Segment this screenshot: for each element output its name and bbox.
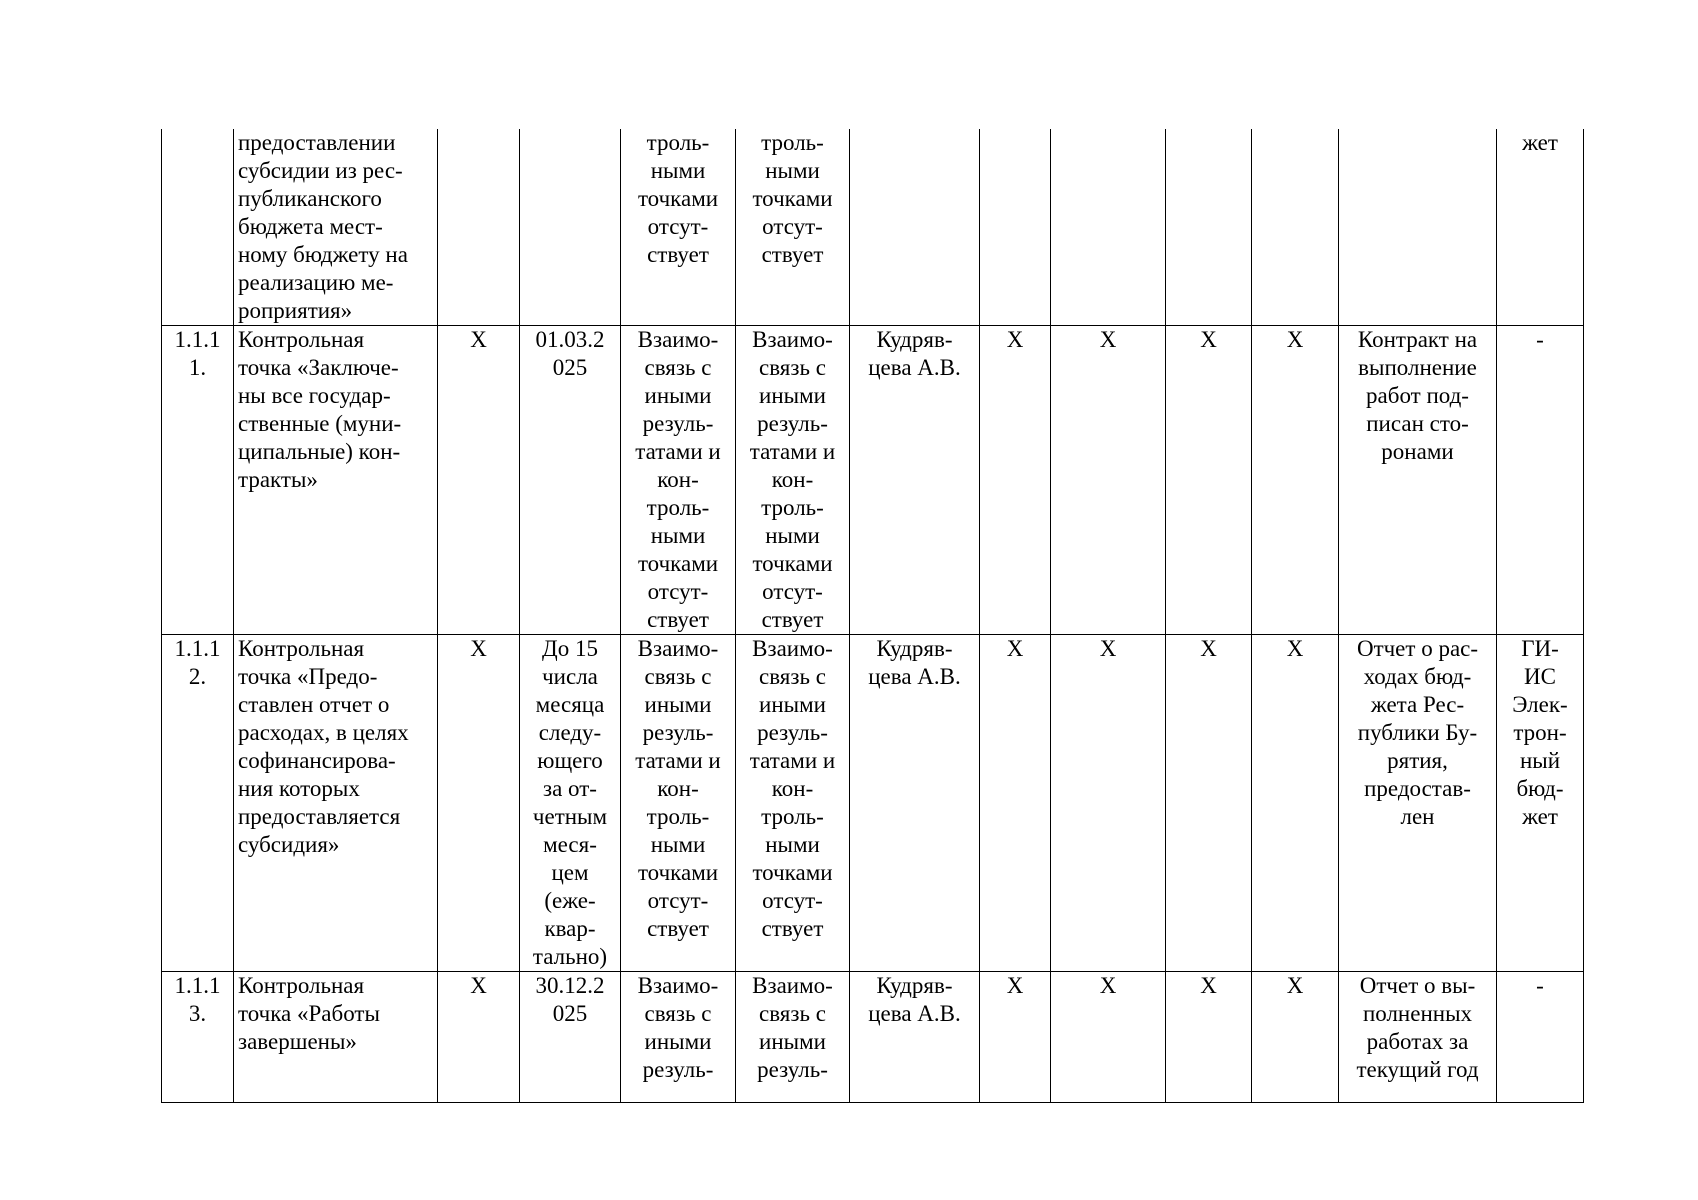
relation-text: Взаимо- связь с иными резуль- татами и кон- троль- ными точками отсут- ствует <box>749 327 836 632</box>
system-cell <box>1497 326 1584 635</box>
mark-value: X <box>470 636 487 661</box>
row-number-cell <box>162 972 234 1103</box>
row-number: 1.1.1 1. <box>174 327 221 380</box>
system-text: - <box>1536 327 1544 352</box>
date-value: 01.03.2 025 <box>535 327 605 380</box>
responsible-person: Кудряв- цева А.В. <box>868 327 961 380</box>
document-cell <box>1339 635 1497 972</box>
responsible-cell <box>850 129 980 326</box>
mark-cell <box>980 326 1051 635</box>
mark-value: X <box>1099 973 1117 998</box>
document-cell <box>1339 326 1497 635</box>
item-name: предоставлении субсидии из рес- публиканского бюджета мест- ному бюджету на реализацию ме- роприятия» <box>238 130 408 323</box>
document-cell <box>1339 972 1497 1103</box>
system-text: ГИ- ИС Элек- трон- ный бюд- жет <box>1512 636 1568 829</box>
table-row <box>162 129 1584 326</box>
document-text: Отчет о вы- полненных работах за текущий год <box>1356 973 1479 1082</box>
mark-cell <box>1252 129 1339 326</box>
mark-cell <box>1166 129 1252 326</box>
date-cell <box>520 326 621 635</box>
mark-cell <box>1166 635 1252 972</box>
mark-value: X <box>470 327 487 352</box>
relation-cell <box>621 326 736 635</box>
date-cell <box>520 972 621 1103</box>
relation-cell <box>621 972 736 1103</box>
date-cell <box>520 129 621 326</box>
responsible-cell <box>850 972 980 1103</box>
responsible-person: Кудряв- цева А.В. <box>868 636 961 689</box>
item-name: Контрольная точка «Предо- ставлен отчет о расходах, в целях софинансирова- ния которых предоставляется субсидия» <box>238 636 409 857</box>
row-number-cell <box>162 635 234 972</box>
date-value: 30.12.2 025 <box>535 973 605 1026</box>
row-number: 1.1.1 2. <box>174 636 221 689</box>
mark-value: X <box>1286 327 1304 352</box>
mark-cell <box>980 972 1051 1103</box>
table-row <box>162 972 1584 1103</box>
mark-cell <box>1051 326 1166 635</box>
relation-text: Взаимо- связь с иными резуль- татами и кон- троль- ными точками отсут- ствует <box>749 636 836 941</box>
relation-text: Взаимо- связь с иными резуль- татами и кон- троль- ными точками отсут- ствует <box>635 327 721 632</box>
control-points-table <box>161 129 1584 1103</box>
mark-value: X <box>1006 636 1024 661</box>
table-row <box>162 326 1584 635</box>
relation-text: троль- ными точками отсут- ствует <box>752 130 833 267</box>
item-name: Контрольная точка «Работы завершены» <box>238 973 380 1054</box>
relation-text: троль- ными точками отсут- ствует <box>637 130 719 267</box>
relation-cell <box>621 129 736 326</box>
document-text: Отчет о рас- ходах бюд- жета Рес- публики Бу- рятия, предостав- лен <box>1356 636 1479 829</box>
relation-cell <box>736 972 850 1103</box>
mark-cell <box>980 129 1051 326</box>
mark-cell <box>438 129 520 326</box>
mark-cell <box>1252 635 1339 972</box>
responsible-cell <box>850 326 980 635</box>
mark-cell <box>1051 129 1166 326</box>
mark-cell <box>1051 635 1166 972</box>
document-cell <box>1339 129 1497 326</box>
name-cell <box>234 635 438 972</box>
mark-value: X <box>1006 327 1024 352</box>
relation-cell <box>736 326 850 635</box>
mark-cell <box>1166 972 1252 1103</box>
system-cell <box>1497 129 1584 326</box>
name-cell <box>234 129 438 326</box>
date-value: До 15 числа месяца следу- ющего за от- четным меся- цем (еже- квар- тально) <box>532 636 608 969</box>
relation-cell <box>621 635 736 972</box>
mark-value: X <box>1286 636 1304 661</box>
relation-text: Взаимо- связь с иными резуль- татами и кон- троль- ными точками отсут- ствует <box>635 636 721 941</box>
relation-text: Взаимо- связь с иными резуль- <box>637 973 719 1082</box>
relation-text: Взаимо- связь с иными резуль- <box>752 973 833 1082</box>
mark-value: X <box>1099 636 1117 661</box>
mark-cell <box>438 326 520 635</box>
responsible-cell <box>850 635 980 972</box>
name-cell <box>234 972 438 1103</box>
system-text: жет <box>1522 130 1558 155</box>
row-number: 1.1.1 3. <box>174 973 221 1026</box>
document-text: Контракт на выполнение работ под- писан сто- ронами <box>1357 327 1478 464</box>
system-cell <box>1497 635 1584 972</box>
relation-cell <box>736 635 850 972</box>
mark-value: X <box>470 973 487 998</box>
row-number-cell <box>162 326 234 635</box>
table-row <box>162 635 1584 972</box>
mark-cell <box>1166 326 1252 635</box>
date-cell <box>520 635 621 972</box>
mark-value: X <box>1006 973 1024 998</box>
item-name: Контрольная точка «Заключе- ны все государ- ственные (муни- ципальные) кон- тракты» <box>238 327 402 492</box>
mark-value: X <box>1286 973 1304 998</box>
mark-value: X <box>1099 327 1117 352</box>
mark-cell <box>438 635 520 972</box>
responsible-person: Кудряв- цева А.В. <box>868 973 961 1026</box>
name-cell <box>234 326 438 635</box>
relation-cell <box>736 129 850 326</box>
system-cell <box>1497 972 1584 1103</box>
row-number-cell <box>162 129 234 326</box>
mark-value: X <box>1200 327 1217 352</box>
mark-cell <box>1051 972 1166 1103</box>
mark-cell <box>438 972 520 1103</box>
mark-value: X <box>1200 973 1217 998</box>
mark-value: X <box>1200 636 1217 661</box>
system-text: - <box>1536 973 1544 998</box>
mark-cell <box>1252 972 1339 1103</box>
mark-cell <box>980 635 1051 972</box>
mark-cell <box>1252 326 1339 635</box>
